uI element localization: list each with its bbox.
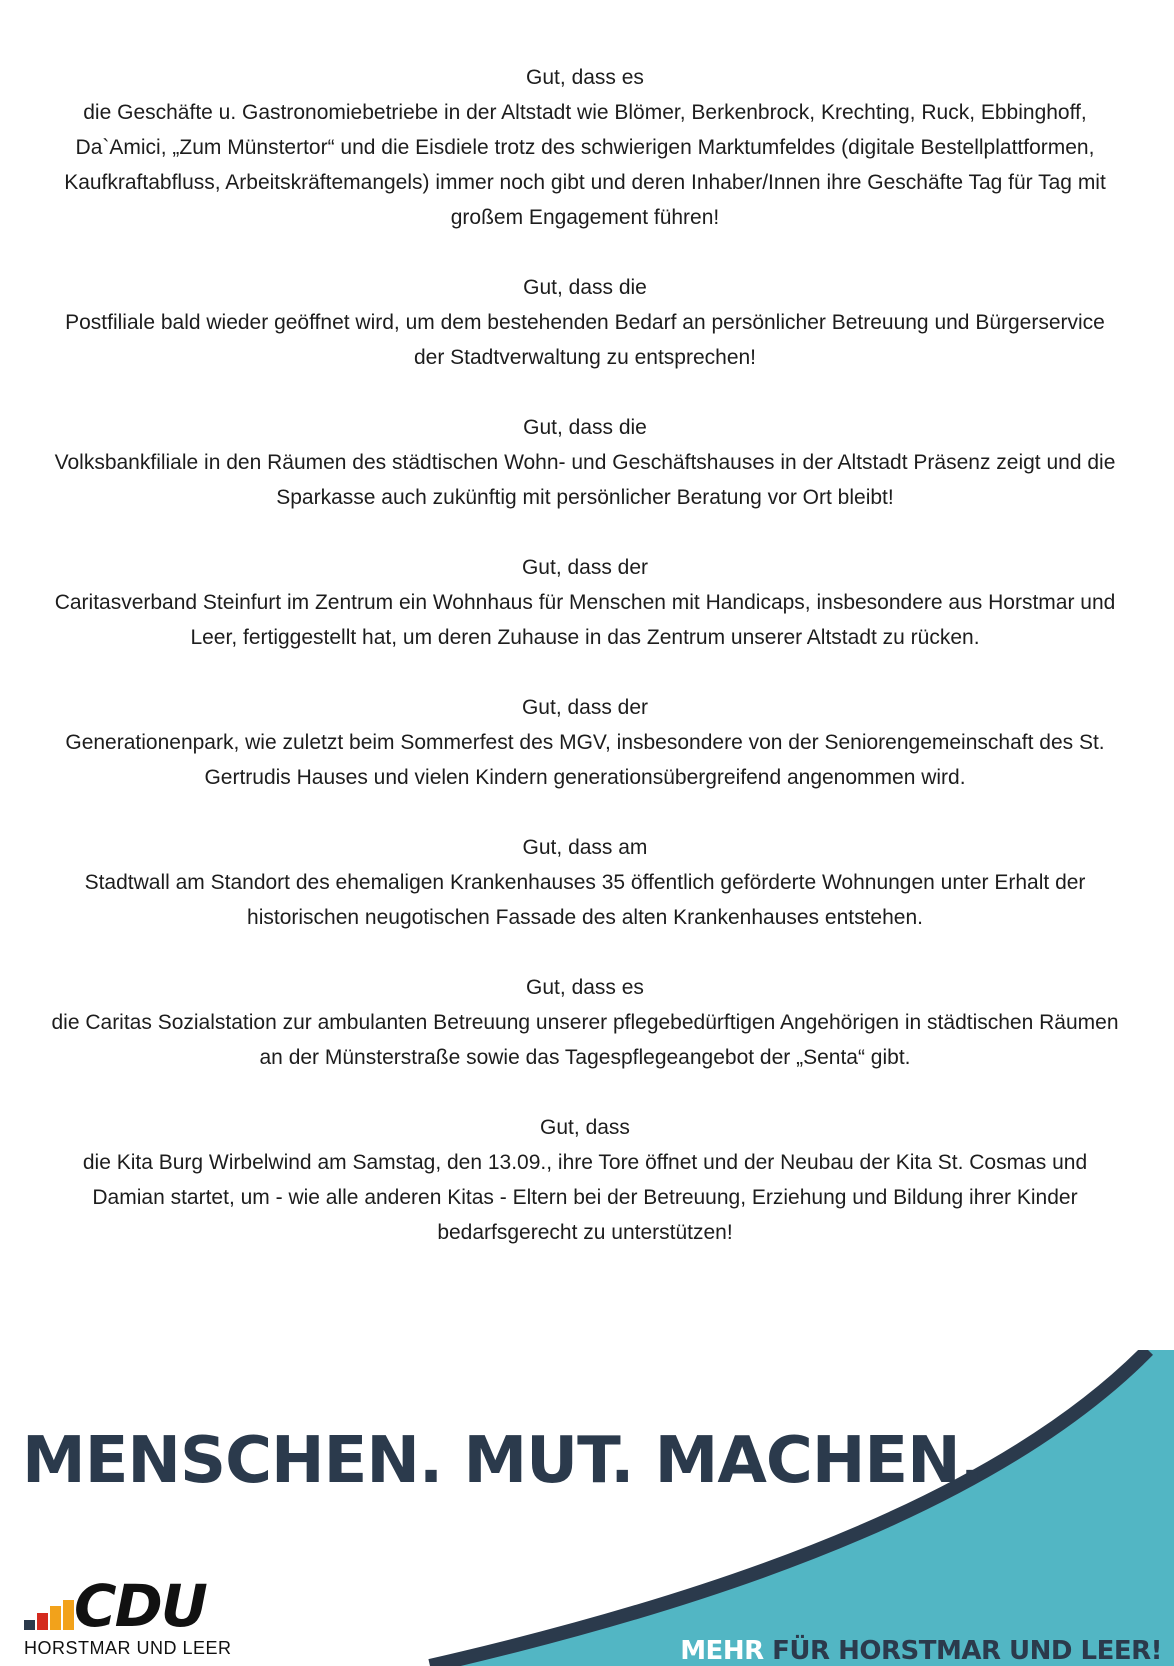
section-generation-park — [50, 690, 1120, 795]
document-body — [50, 60, 1120, 1285]
section-text: die Caritas Sozialstation zur ambulanten Betreuung unserer pflegebedürftigen Angehörigen in städtischen Räumen an der Münsterstraße sowie das Tagespflegeangebot der „Senta“ gibt. — [51, 1011, 1119, 1069]
section-heading: Gut, dass es — [526, 66, 644, 89]
section-kita — [50, 1110, 1120, 1250]
section-text: Generationenpark, wie zuletzt beim Sommerfest des MGV, insbesondere von der Seniorengemeinschaft des St. Gertrudis Hauses und vielen Kindern generationsübergreifend angenommen wird. — [65, 731, 1105, 789]
section-caritas-housing — [50, 550, 1120, 655]
footer-banner — [0, 1350, 1174, 1666]
section-text: Postfiliale bald wieder geöffnet wird, um dem bestehenden Bedarf an persönlicher Betreuung und Bürgerservice der Stadtverwaltung zu entsprechen! — [65, 311, 1105, 369]
section-text: Stadtwall am Standort des ehemaligen Krankenhauses 35 öffentlich geförderte Wohnungen unter Erhalt der historischen neugotischen Fassade des alten Krankenhauses entstehen. — [84, 871, 1086, 929]
section-shops — [50, 60, 1120, 235]
section-social-station — [50, 970, 1120, 1075]
section-heading: Gut, dass der — [521, 696, 649, 719]
cdu-logo — [24, 1572, 264, 1662]
teal-wave-shape — [430, 1350, 1174, 1666]
section-heading: Gut, dass am — [522, 836, 648, 859]
section-heading: Gut, dass die — [523, 276, 647, 299]
section-stadtwall — [50, 830, 1120, 935]
tagline — [680, 1636, 1162, 1666]
cdu-bars-icon — [24, 1600, 72, 1630]
section-text: die Kita Burg Wirbelwind am Samstag, den 13.09., ihre Tore öffnet und der Neubau der Kita St. Cosmas und Damian startet, um - wie alle anderen Kitas - Eltern bei der Betreuung, Erziehung und Bildung ihrer Kinder bedarfsgerecht zu unterstützen! — [82, 1151, 1088, 1244]
section-heading: Gut, dass — [540, 1116, 630, 1139]
tagline-part-2: FÜR HORSTMAR UND LEER! — [763, 1636, 1162, 1666]
slogan: MENSCHEN. MUT. MACHEN. — [22, 1424, 983, 1498]
section-post-office — [50, 270, 1120, 375]
section-text: die Geschäfte u. Gastronomiebetriebe in der Altstadt wie Blömer, Berkenbrock, Krechting, Ruck, Ebbinghoff, Da`Amici, „Zum Münstertor“ und die Eisdiele trotz des schwierigen Marktumfeldes (digitale Bestellplattformen, Kaufkraftabfluss, Arbeitskräftemangels) immer noch gibt und deren Inhaber/Innen ihre Geschäfte Tag für Tag mit großem Engagement führen! — [64, 101, 1106, 229]
cdu-logo-word: CDU — [74, 1572, 206, 1640]
cdu-logo-subtitle: HORSTMAR UND LEER — [24, 1638, 232, 1658]
section-banks — [50, 410, 1120, 515]
section-heading: Gut, dass es — [526, 976, 644, 999]
section-heading: Gut, dass der — [521, 556, 649, 579]
section-text: Volksbankfiliale in den Räumen des städtischen Wohn- und Geschäftshauses in der Altstadt Präsenz zeigt und die Sparkasse auch zukünftig mit persönlicher Beratung vor Ort bleibt! — [54, 451, 1116, 509]
tagline-part-1: MEHR — [680, 1636, 764, 1666]
section-text: Caritasverband Steinfurt im Zentrum ein Wohnhaus für Menschen mit Handicaps, insbesondere aus Horstmar und Leer, fertiggestellt hat, um deren Zuhause in das Zentrum unserer Altstadt zu rücken. — [54, 591, 1116, 649]
section-heading: Gut, dass die — [523, 416, 647, 439]
